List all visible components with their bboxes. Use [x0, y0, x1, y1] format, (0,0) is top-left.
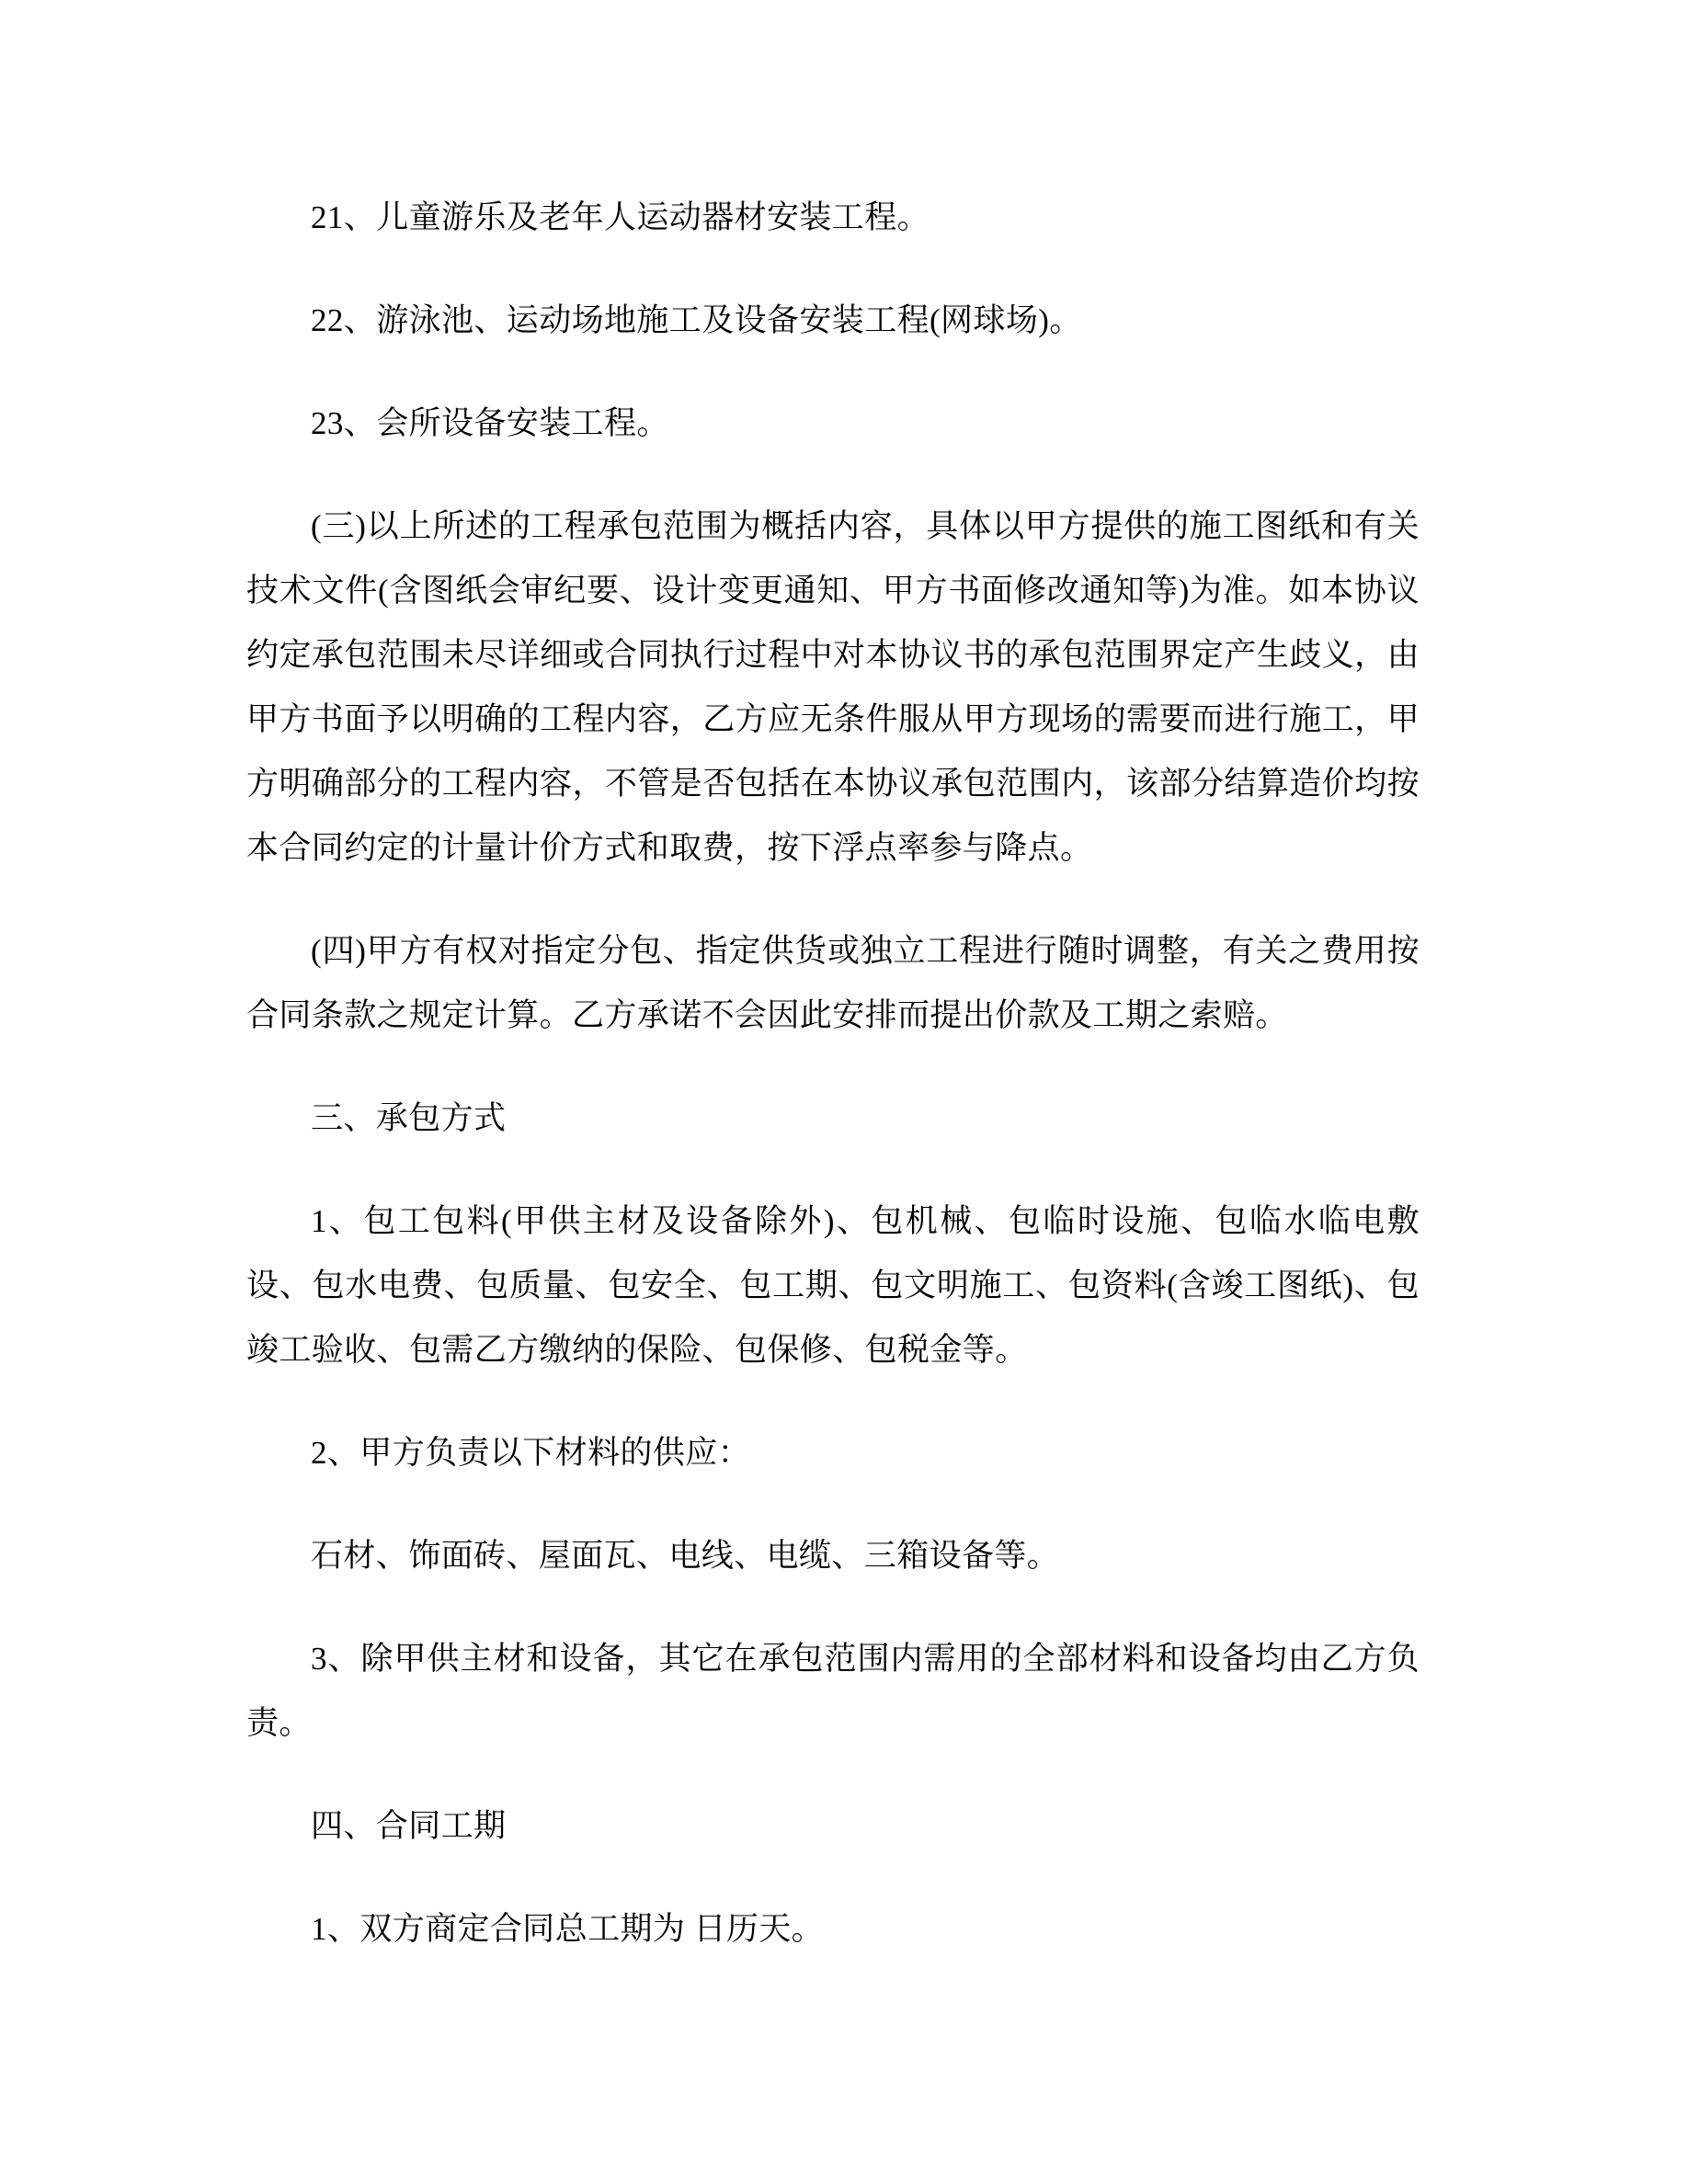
clause-4-adjustment-rights: (四)甲方有权对指定分包、指定供货或独立工程进行随时调整，有关之费用按合同条款之规定计算。乙方承诺不会因此安排而提出价款及工期之索赔。 — [246, 933, 1420, 1033]
section-heading-contract-duration: 四、合同工期 — [311, 1808, 507, 1844]
list-item-21: 21、儿童游乐及老年人运动器材安装工程。 — [311, 199, 930, 235]
contract-mode-item-3: 3、除甲供主材和设备，其它在承包范围内需用的全部材料和设备均由乙方负责。 — [246, 1641, 1420, 1741]
contract-mode-item-2: 2、甲方负责以下材料的供应： — [311, 1435, 751, 1471]
duration-item-1: 1、双方商定合同总工期为 日历天。 — [311, 1911, 825, 1947]
list-item-23: 23、会所设备安装工程。 — [311, 405, 669, 441]
materials-list: 石材、饰面砖、屋面瓦、电线、电缆、三箱设备等。 — [311, 1538, 1060, 1574]
contract-mode-item-1: 1、包工包料(甲供主材及设备除外)、包机械、包临时设施、包临水临电敷设、包水电费、包质量、包安全、包工期、包文明施工、包资料(含竣工图纸)、包竣工验收、包需乙方缴纳的保险、包保修、包税金等。 — [246, 1203, 1420, 1368]
clause-3-scope-definition: (三)以上所述的工程承包范围为概括内容，具体以甲方提供的施工图纸和有关技术文件(含图纸会审纪要、设计变更通知、甲方书面修改通知等)为准。如本协议约定承包范围未尽详细或合同执行过程中对本协议书的承包范围界定产生歧义，由甲方书面予以明确的工程内容，乙方应无条件服从甲方现场的需要而进行施工，甲方明确部分的工程内容，不管是否包括在本协议承包范围内，该部分结算造价均按本合同约定的计量计价方式和取费，按下浮点率参与降点。 — [246, 508, 1420, 866]
section-heading-contract-mode: 三、承包方式 — [311, 1100, 507, 1136]
list-item-22: 22、游泳池、运动场地施工及设备安装工程(网球场)。 — [311, 302, 1082, 338]
